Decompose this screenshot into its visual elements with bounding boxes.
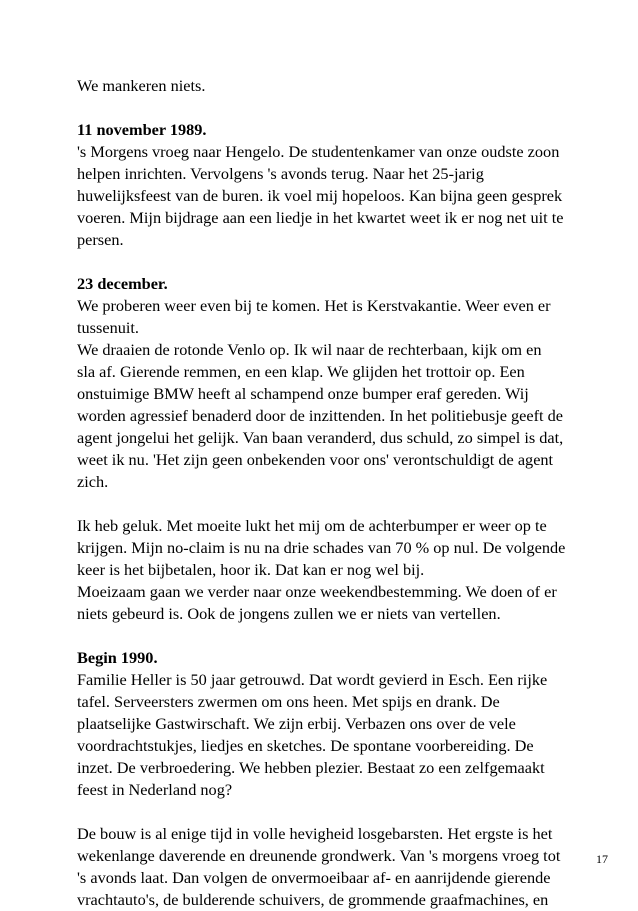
paragraph — [77, 295, 617, 493]
text-line: sla af. Gierende remmen, en een klap. We glijden het trottoir op. Een — [77, 362, 525, 381]
text-line: inzet. De verbroedering. We hebben plezier. Bestaat zo een zelfgemaakt — [77, 758, 545, 777]
text-line: Ik heb geluk. Met moeite lukt het mij om de achterbumper er weer op te — [77, 516, 547, 535]
text-line: onstuimige BMW heeft al schampend onze bumper eraf gereden. Wij — [77, 384, 529, 403]
spacer — [77, 625, 617, 647]
text-line: Familie Heller is 50 jaar getrouwd. Dat wordt gevierd in Esch. Een rijke — [77, 670, 548, 689]
text-line: feest in Nederland nog? — [77, 780, 233, 799]
intro-line: We mankeren niets. — [77, 76, 206, 95]
text-line: worden agressief benaderd door de inzittenden. In het politiebusje geeft de — [77, 406, 563, 425]
section-heading: 23 december. — [77, 274, 168, 293]
text-line: keer is het bijbetalen, hoor ik. Dat kan er nog wel bij. — [77, 560, 425, 579]
text-line: huwelijksfeest van de buren. ik voel mij hopeloos. Kan bijna geen gesprek — [77, 186, 563, 205]
text-line: tafel. Serveersters zwermen om ons heen. Met spijs en drank. De — [77, 692, 500, 711]
text-line: krijgen. Mijn no-claim is nu na drie schades van 70 % op nul. De volgende — [77, 538, 566, 557]
text-line: agent jongelui het gelijk. Van baan veranderd, dus schuld, zo simpel is dat, — [77, 428, 564, 447]
text-line: zich. — [77, 472, 109, 491]
page-number: 17 — [596, 852, 608, 866]
section-begin-1990 — [77, 647, 617, 911]
section-23-december — [77, 273, 617, 625]
section-heading: Begin 1990. — [77, 648, 158, 667]
text-line: We proberen weer even bij te komen. Het is Kerstvakantie. Weer even er — [77, 296, 551, 315]
text-line: 's avonds laat. Dan volgen de onvermoeibaar af- en aanrijdende gierende — [77, 868, 551, 887]
paragraph — [77, 515, 617, 625]
text-line: voordrachtstukjes, liedjes en sketches. De spontane voorbereiding. De — [77, 736, 534, 755]
paragraph — [77, 141, 617, 251]
section-heading: 11 november 1989. — [77, 120, 207, 139]
spacer — [77, 251, 617, 273]
spacer — [77, 801, 617, 823]
spacer — [77, 493, 617, 515]
paragraph — [77, 823, 617, 911]
text-line: 's Morgens vroeg naar Hengelo. De studentenkamer van onze oudste zoon — [77, 142, 560, 161]
text-line: Moeizaam gaan we verder naar onze weekendbestemming. We doen of er — [77, 582, 557, 601]
text-line: tussenuit. — [77, 318, 139, 337]
text-line: voeren. Mijn bijdrage aan een liedje in het kwartet weet ik er nog net uit te — [77, 208, 564, 227]
text-line: We draaien de rotonde Venlo op. Ik wil naar de rechterbaan, kijk om en — [77, 340, 542, 359]
text-line: helpen inrichten. Vervolgens 's avonds terug. Naar het 25-jarig — [77, 164, 484, 183]
text-line: persen. — [77, 230, 124, 249]
text-line: niets gebeurd is. Ook de jongens zullen we er niets van vertellen. — [77, 604, 501, 623]
text-line: wekenlange daverende en dreunende grondwerk. Van 's morgens vroeg tot — [77, 846, 561, 865]
document-body — [77, 75, 617, 911]
spacer — [77, 97, 617, 119]
section-11-november-1989 — [77, 119, 617, 251]
text-line: vrachtauto's, de bulderende schuivers, de grommende graafmachines, en — [77, 890, 549, 909]
text-line: De bouw is al enige tijd in volle hevigheid losgebarsten. Het ergste is het — [77, 824, 553, 843]
paragraph — [77, 669, 617, 801]
text-line: weet ik nu. 'Het zijn geen onbekenden voor ons' verontschuldigt de agent — [77, 450, 554, 469]
text-line: plaatselijke Gastwirschaft. We zijn erbij. Verbazen ons over de vele — [77, 714, 516, 733]
